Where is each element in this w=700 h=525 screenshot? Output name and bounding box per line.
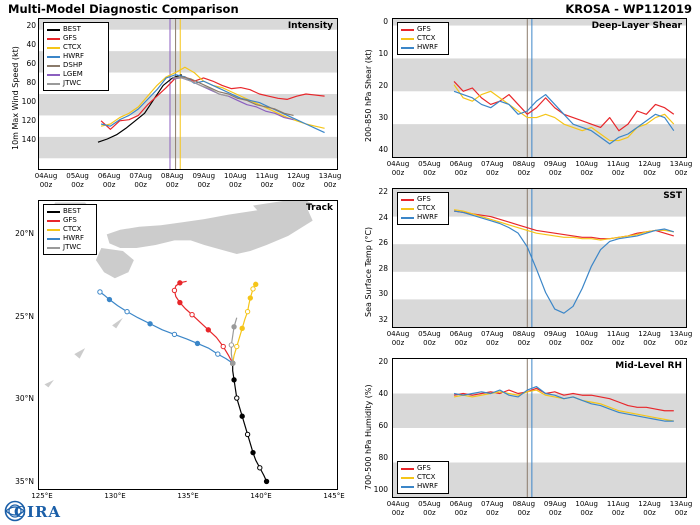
legend-label: BEST	[63, 25, 81, 33]
rh-title: Mid-Level RH	[615, 361, 682, 371]
x-tick: 09Aug 00z	[543, 500, 567, 517]
y-tick: 20	[378, 357, 388, 366]
legend-label: CTCX	[417, 473, 436, 481]
legend-label: BEST	[63, 207, 81, 215]
page-header	[0, 2, 700, 18]
shear-legend[interactable]	[397, 22, 449, 55]
y-tick: 60	[378, 421, 388, 430]
legend-label: JTWC	[63, 79, 82, 87]
logo-text: CIRA	[14, 503, 62, 521]
legend-label: HWRF	[417, 482, 439, 490]
legend-label: HWRF	[417, 43, 439, 51]
sst-title: SST	[663, 191, 682, 201]
legend-label: GFS	[417, 25, 431, 33]
storm-title: KROSA - WP112019	[565, 2, 692, 16]
x-tick: 04Aug 00z	[386, 330, 410, 347]
y-tick: 20	[26, 21, 36, 30]
x-tick: 08Aug 00z	[160, 172, 184, 189]
intensity-title: Intensity	[287, 21, 333, 31]
x-tick: 145°E	[323, 492, 345, 500]
legend-label: GFS	[417, 195, 431, 203]
sst-legend[interactable]	[397, 192, 449, 225]
x-tick: 11Aug 00z	[606, 500, 630, 517]
y-tick: 10	[378, 49, 388, 58]
track-chart-panel[interactable]	[38, 200, 338, 490]
sst-ylabel: Sea Surface Temp (°C)	[364, 226, 373, 317]
rh-ylabel: 700-500 hPa Humidity (%)	[364, 384, 373, 490]
y-tick: 120	[21, 116, 36, 125]
x-tick: 08Aug 00z	[512, 330, 536, 347]
legend-label: HWRF	[63, 52, 85, 60]
x-tick: 12Aug 00z	[638, 500, 661, 517]
legend-label: CTCX	[63, 43, 82, 51]
shear-title: Deep-Layer Shear	[591, 21, 682, 31]
legend-label: JTWC	[63, 243, 82, 251]
x-tick: 06Aug 00z	[449, 330, 473, 347]
rh-legend[interactable]	[397, 461, 449, 494]
y-tick: 22	[378, 187, 388, 196]
y-tick: 30	[378, 289, 388, 299]
x-tick: 05Aug 00z	[418, 160, 441, 177]
x-tick: 08Aug 00z	[512, 500, 536, 517]
x-tick: 10Aug 00z	[575, 330, 598, 347]
x-tick: 135°E	[177, 492, 199, 500]
y-tick: 20°N	[15, 229, 34, 238]
x-tick: 06Aug 00z	[449, 500, 473, 517]
page-title: Multi-Model Diagnostic Comparison	[8, 2, 239, 16]
legend-label: GFS	[417, 464, 431, 472]
legend-label: LGEM	[63, 70, 83, 78]
x-tick: 10Aug 00z	[224, 172, 247, 189]
x-tick: 05Aug 00z	[418, 330, 441, 347]
intensity-chart-panel[interactable]	[38, 18, 338, 170]
x-tick: 05Aug 00z	[418, 500, 441, 517]
x-tick: 09Aug 00z	[543, 160, 567, 177]
y-tick: 35°N	[15, 477, 34, 486]
x-tick: 130°E	[104, 492, 126, 500]
legend-label: HWRF	[63, 234, 85, 242]
x-tick: 07Aug 00z	[481, 330, 504, 347]
sst-chart-panel[interactable]	[392, 188, 687, 328]
shear-ylabel: 200-850 hPa Shear (kt)	[364, 49, 373, 142]
y-tick: 100	[373, 485, 388, 494]
legend-label: HWRF	[417, 213, 439, 221]
y-tick: 80	[378, 453, 388, 462]
y-tick: 80	[26, 78, 36, 87]
x-tick: 12Aug 00z	[638, 330, 661, 347]
x-tick: 04Aug 00z	[34, 172, 58, 189]
x-tick: 125°E	[31, 492, 53, 500]
legend-label: GFS	[63, 34, 77, 42]
intensity-ylabel: 10m Max Wind Speed (kt)	[11, 46, 20, 150]
legend-label: GFS	[63, 216, 77, 224]
y-tick: 140	[21, 135, 36, 144]
x-tick: 09Aug 00z	[543, 330, 567, 347]
y-tick: 60	[26, 59, 36, 68]
y-tick: 40	[378, 145, 388, 154]
y-tick: 30°N	[15, 394, 34, 404]
x-tick: 07Aug 00z	[481, 500, 504, 517]
rh-chart-panel[interactable]	[392, 358, 687, 498]
y-tick: 20	[378, 81, 388, 90]
x-tick: 06Aug 00z	[97, 172, 121, 189]
x-tick: 08Aug 00z	[512, 160, 536, 177]
x-tick: 13Aug 00z	[669, 330, 693, 347]
x-tick: 10Aug 00z	[575, 500, 598, 517]
y-tick: 32	[378, 315, 388, 324]
x-tick: 10Aug 00z	[575, 160, 598, 177]
x-tick: 06Aug 00z	[449, 160, 473, 177]
track-legend[interactable]	[43, 204, 97, 255]
x-tick: 07Aug 00z	[129, 172, 152, 189]
legend-label: CTCX	[63, 225, 82, 233]
y-tick: 30	[378, 113, 388, 122]
x-tick: 13Aug 00z	[318, 172, 342, 189]
y-tick: 24	[378, 212, 388, 222]
y-tick: 26	[378, 238, 388, 248]
track-title: Track	[306, 203, 333, 213]
legend-label: CTCX	[417, 34, 436, 42]
shear-chart-panel[interactable]	[392, 18, 687, 158]
legend-label: CTCX	[417, 204, 436, 212]
y-tick: 40	[378, 389, 388, 398]
x-tick: 12Aug 00z	[638, 160, 661, 177]
y-tick: 28	[378, 263, 388, 273]
x-tick: 140°E	[250, 492, 272, 500]
legend-label: DSHP	[63, 61, 83, 69]
y-tick: 100	[21, 97, 36, 106]
x-tick: 09Aug 00z	[192, 172, 216, 189]
x-tick: 13Aug 00z	[669, 160, 693, 177]
y-tick: 0	[383, 17, 388, 26]
x-tick: 11Aug 00z	[606, 330, 630, 347]
x-tick: 04Aug 00z	[386, 500, 410, 517]
x-tick: 11Aug 00z	[255, 172, 279, 189]
x-tick: 05Aug 00z	[66, 172, 89, 189]
x-tick: 13Aug 00z	[669, 500, 693, 517]
intensity-legend[interactable]	[43, 22, 109, 91]
y-tick: 40	[26, 40, 36, 49]
x-tick: 11Aug 00z	[606, 160, 630, 177]
x-tick: 07Aug 00z	[481, 160, 504, 177]
x-tick: 04Aug 00z	[386, 160, 410, 177]
y-tick: 25°N	[15, 311, 34, 321]
x-tick: 12Aug 00z	[287, 172, 310, 189]
